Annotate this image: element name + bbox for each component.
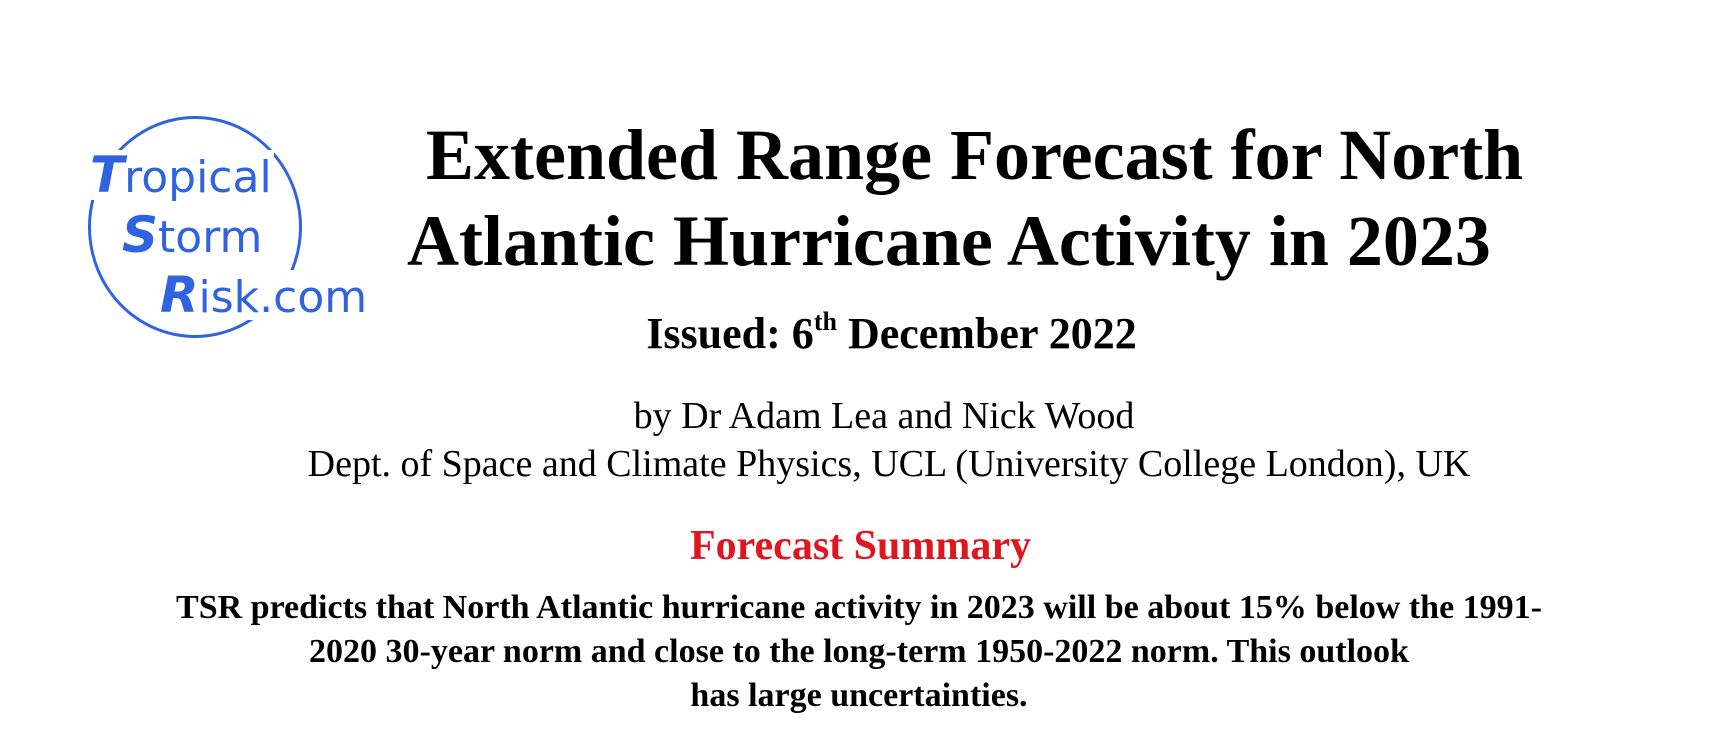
document-title — [360, 112, 1700, 284]
title-line-2: Atlantic Hurricane Activity in 2023 — [407, 201, 1491, 281]
summary-line-3: has large uncertainties. — [690, 677, 1028, 714]
forecast-summary-heading: Forecast Summary — [690, 523, 1031, 569]
summary-line-1: TSR predicts that North Atlantic hurricane activity in 2023 will be about 15% below the 1991- — [176, 589, 1542, 626]
logo-line-storm: Storm — [122, 206, 263, 264]
authors-affiliation: Dept. of Space and Climate Physics, UCL (University College London), UK — [307, 443, 1471, 485]
issued-date: Issued: 6th December 2022 — [646, 307, 1137, 358]
title-line-1: Extended Range Forecast for North — [426, 115, 1524, 195]
authors-names: by Dr Adam Lea and Nick Wood — [633, 395, 1135, 437]
summary-line-2: 2020 30-year norm and close to the long-term 1950-2022 norm. This outlook — [309, 633, 1409, 670]
forecast-summary-text — [0, 586, 1718, 718]
authors-block — [0, 392, 1718, 488]
logo-line-risk: Risk.com — [160, 266, 368, 324]
logo-line-tropical: Tropical — [90, 146, 272, 204]
